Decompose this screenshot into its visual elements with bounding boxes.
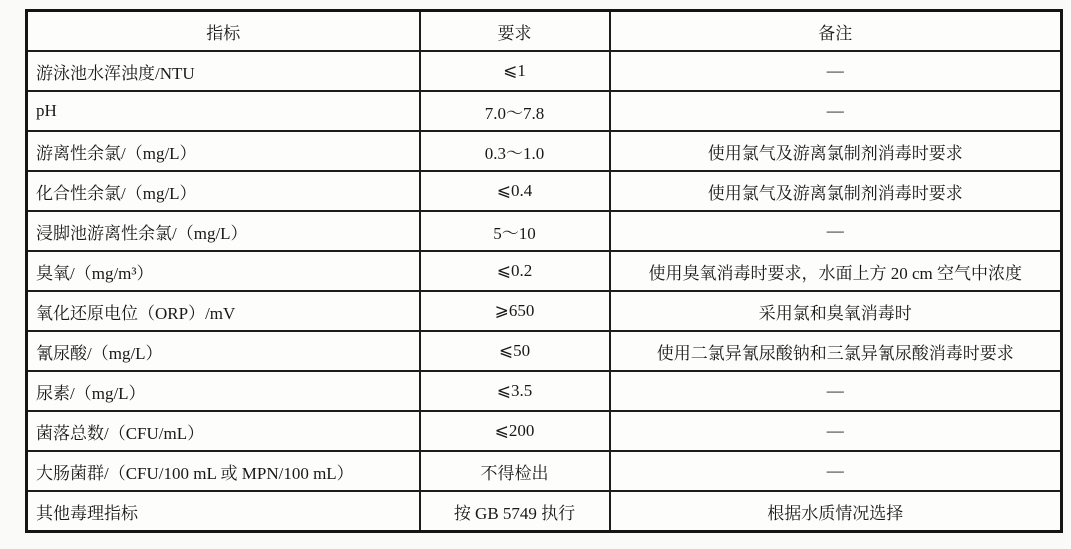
- indicator-cell: 其他毒理指标: [27, 491, 420, 532]
- indicator-cell: 氧化还原电位（ORP）/mV: [27, 291, 420, 331]
- requirement-cell: ⩾650: [420, 291, 610, 331]
- remark-cell: 使用氯气及游离氯制剂消毒时要求: [610, 171, 1062, 211]
- table-row: [27, 251, 1062, 291]
- requirement-cell: 0.3～1.0: [420, 131, 610, 171]
- remark-cell: 根据水质情况选择: [610, 491, 1062, 532]
- remark-cell: —: [610, 371, 1062, 411]
- indicator-cell: 大肠菌群/（CFU/100 mL 或 MPN/100 mL）: [27, 451, 420, 491]
- indicator-cell: 游泳池水浑浊度/NTU: [27, 51, 420, 91]
- indicator-cell: 氰尿酸/（mg/L）: [27, 331, 420, 371]
- table-row: [27, 51, 1062, 91]
- table-row: [27, 131, 1062, 171]
- requirement-cell: 7.0～7.8: [420, 91, 610, 131]
- requirement-cell: 不得检出: [420, 451, 610, 491]
- requirement-cell: ⩽1: [420, 51, 610, 91]
- requirement-cell: ⩽0.4: [420, 171, 610, 211]
- requirement-cell: ⩽3.5: [420, 371, 610, 411]
- requirement-cell: ⩽50: [420, 331, 610, 371]
- water-quality-standards-table: [25, 9, 1063, 533]
- table-header-row: [27, 11, 1062, 52]
- requirement-cell: 按 GB 5749 执行: [420, 491, 610, 532]
- column-header-indicator: 指标: [27, 11, 420, 52]
- table-row: [27, 291, 1062, 331]
- table-row: [27, 171, 1062, 211]
- table-row: [27, 451, 1062, 491]
- indicator-cell: 尿素/（mg/L）: [27, 371, 420, 411]
- remark-cell: 使用臭氧消毒时要求，水面上方 20 cm 空气中浓度: [610, 251, 1062, 291]
- column-header-requirement: 要求: [420, 11, 610, 52]
- indicator-cell: 菌落总数/（CFU/mL）: [27, 411, 420, 451]
- requirement-cell: ⩽0.2: [420, 251, 610, 291]
- requirement-cell: 5～10: [420, 211, 610, 251]
- table-row: [27, 331, 1062, 371]
- remark-cell: —: [610, 91, 1062, 131]
- table-row: [27, 211, 1062, 251]
- table-row: [27, 91, 1062, 131]
- column-header-remark: 备注: [610, 11, 1062, 52]
- remark-cell: —: [610, 51, 1062, 91]
- indicator-cell: 游离性余氯/（mg/L）: [27, 131, 420, 171]
- indicator-cell: 臭氧/（mg/m³）: [27, 251, 420, 291]
- remark-cell: —: [610, 211, 1062, 251]
- indicator-cell: pH: [27, 91, 420, 131]
- remark-cell: —: [610, 411, 1062, 451]
- remark-cell: 采用氯和臭氧消毒时: [610, 291, 1062, 331]
- table-row: [27, 491, 1062, 532]
- remark-cell: 使用二氯异氰尿酸钠和三氯异氰尿酸消毒时要求: [610, 331, 1062, 371]
- remark-cell: 使用氯气及游离氯制剂消毒时要求: [610, 131, 1062, 171]
- indicator-cell: 化合性余氯/（mg/L）: [27, 171, 420, 211]
- table-row: [27, 371, 1062, 411]
- table-row: [27, 411, 1062, 451]
- requirement-cell: ⩽200: [420, 411, 610, 451]
- remark-cell: —: [610, 451, 1062, 491]
- indicator-cell: 浸脚池游离性余氯/（mg/L）: [27, 211, 420, 251]
